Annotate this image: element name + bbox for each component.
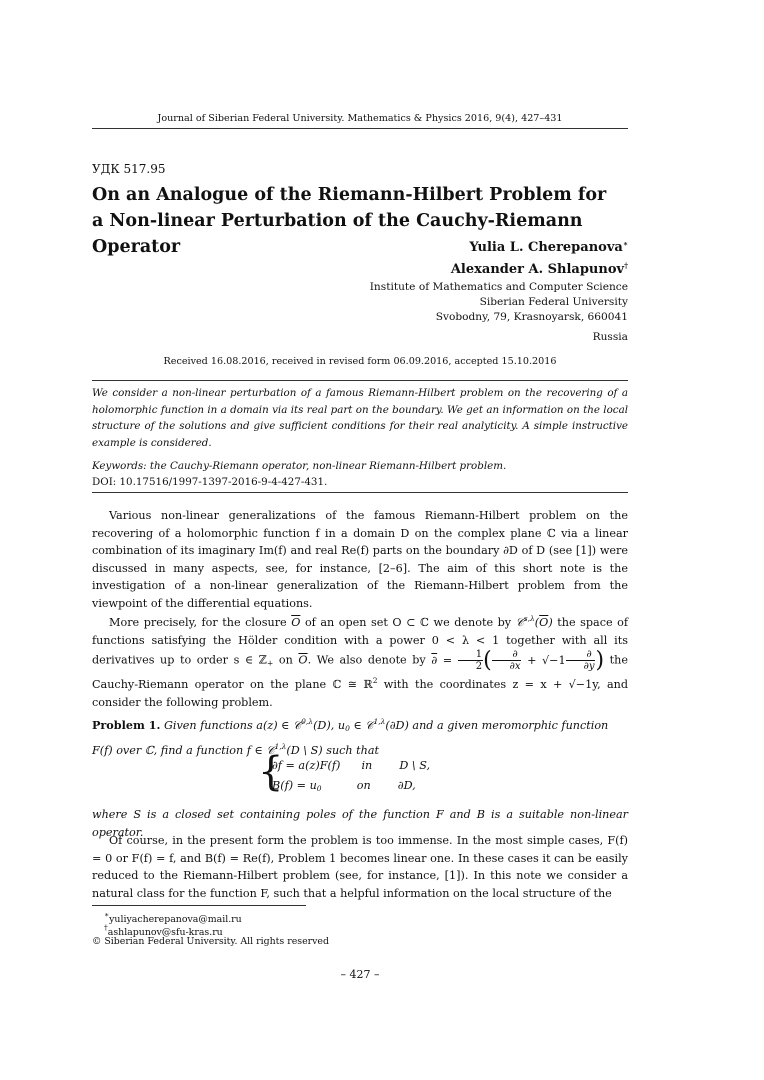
body-paragraph-2 — [92, 610, 628, 711]
problem-label: Problem 1. — [92, 718, 161, 732]
title-line-1: On an Analogue of the Riemann-Hilbert Problem for — [92, 185, 607, 205]
header-rule — [92, 128, 628, 129]
abstract: We consider a non-linear perturbation of a famous Riemann-Hilbert problem on the recovering of a holomorphic function in a domain via its real part on the boundary. We get an information on the local structure of the solutions and give sufficient conditions for their real analyticity. A simple instructive example is considered. — [92, 387, 628, 449]
p2-text: the space of functions satisfying the Hölder condition with a power 0 < λ < 1 together with all its derivatives up to order s ∈ ℤ — [92, 616, 629, 667]
closure-O-symbol: $\overline{O}$ — [298, 653, 308, 667]
keywords: Keywords: the Cauchy-Riemann operator, non-linear Riemann-Hilbert problem. — [92, 460, 507, 472]
title-line-2: a Non-linear Perturbation of the Cauchy-Riemann Operator — [92, 211, 583, 257]
space-index: 1,λ — [373, 717, 386, 726]
p2-text: of an open set O ⊂ ℂ we denote by — [304, 616, 512, 629]
journal-header: Journal of Siberian Federal University. Mathematics & Physics 2016, 9(4), 427–431 — [157, 113, 563, 124]
zero-subscript: 0 — [316, 784, 322, 793]
body-paragraph-1: Various non-linear generalizations of the famous Riemann-Hilbert problem on the recovering of a holomorphic function f in a domain D on the complex plane ℂ via a linear combination of its imaginary Im(f) and real Re(f) parts on the boundary ∂D of D (see [1]) were discussed in many aspects, see, for instance, [2–6]. The aim of this short note is the investigation of a non-linear generalization of the Riemann-Hilbert problem from the viewpoint of the differential equations. — [92, 509, 628, 610]
eq2-rhs: ∂D, — [397, 779, 416, 792]
problem-text: ∈ 𝒞 — [353, 719, 374, 732]
problem-tail: where S is a closed set containing poles of the function F and B is a suitable non-linear operator. — [92, 808, 628, 839]
page-number: – 427 – — [340, 968, 380, 981]
space-index: 1,λ — [274, 741, 287, 751]
doi: DOI: 10.17516/1997-1397-2016-9-4-427-431. — [92, 476, 328, 488]
abstract-bottom-rule — [92, 492, 628, 493]
system-line-1 — [272, 759, 430, 772]
superscript-2: 2 — [372, 676, 378, 686]
closure-O-symbol: $\overline{O}$ — [291, 616, 301, 629]
eq2-on: on — [356, 779, 371, 792]
author-1 — [469, 239, 628, 255]
udk-code: УДК 517.95 — [92, 162, 166, 176]
abstract-top-rule — [92, 380, 628, 381]
author-1-mark: ∗ — [622, 239, 628, 248]
problem-text: (∂D) and a given meromorphic function F(f) over ℂ, find a function f ∈ 𝒞 — [92, 719, 609, 757]
plus-subscript: + — [266, 658, 274, 668]
p2-text: the Cauchy-Riemann operator on the plane ℂ ≅ ℝ — [92, 653, 628, 692]
holder-space-symbol: $𝒞^{s,\lambda}(\overline{O})$ — [515, 614, 553, 629]
footnote-1-mark: ∗ — [104, 910, 110, 919]
space-index: 0,λ — [301, 717, 314, 726]
system-brace: { — [258, 749, 284, 795]
problem-text: (D), u — [313, 719, 346, 732]
affiliation-country: Russia — [592, 331, 628, 343]
zero-subscript: 0 — [345, 724, 350, 733]
author-2-mark: † — [624, 261, 628, 270]
p2-text: . We also denote by — [307, 653, 426, 667]
body-paragraph-3: Of course, in the present form the problem is too immense. In the most simple cases, F(f) = 0 or F(f) = f, and B(f) = Re(f), Problem 1 becomes linear one. In these cases it can be easily reduced to the Riemann-Hilbert problem (see, for instance, [1]). In this note we consider a natural class for the function F, such that a helpful information on the local structure of the — [92, 834, 628, 900]
p2-text: More precisely, for the closure — [109, 616, 287, 629]
affiliation-line: Siberian Federal University — [479, 296, 628, 308]
eq1-in: in — [361, 759, 373, 772]
problem-statement — [92, 713, 628, 759]
footnote-1-email: yuliyacherepanova@mail.ru — [109, 914, 242, 925]
copyright: © Siberian Federal University. All rights reserved — [92, 936, 329, 947]
problem-text: Given functions a(z) ∈ 𝒞 — [163, 719, 302, 732]
cauchy-riemann-formula: ∂ = $\frac{1}{2}$ ( $\frac{\partial}{\partial x}$ + √−1 $\frac{\partial}{\partial y}$ ) — [431, 647, 605, 673]
author-2 — [451, 261, 628, 277]
eq1-rhs: D \ S, — [399, 759, 431, 772]
received-dates: Received 16.08.2016, received in revised form 06.09.2016, accepted 15.10.2016 — [163, 356, 557, 367]
footnote-2-mark: † — [104, 923, 108, 932]
author-2-name: Alexander A. Shlapunov — [450, 262, 625, 277]
system-line-2 — [272, 779, 416, 793]
author-1-name: Yulia L. Cherepanova — [469, 240, 623, 255]
problem-text: (D \ S) such that — [286, 743, 380, 757]
footnote-2-email: ashlapunov@sfu-kras.ru — [107, 927, 223, 938]
affiliation-line: Svobodny, 79, Krasnoyarsk, 660041 — [435, 311, 628, 323]
p2-text: on — [278, 653, 293, 667]
affiliation-line: Institute of Mathematics and Computer Science — [369, 281, 628, 293]
p2-text: with the coordinates z = x + √−1y, and consider the following problem. — [92, 678, 628, 709]
eq2-lhs: B(f) = u — [272, 779, 317, 792]
footnote-rule — [92, 905, 306, 906]
eq1-lhs: ∂f = a(z)F(f) — [272, 759, 341, 772]
